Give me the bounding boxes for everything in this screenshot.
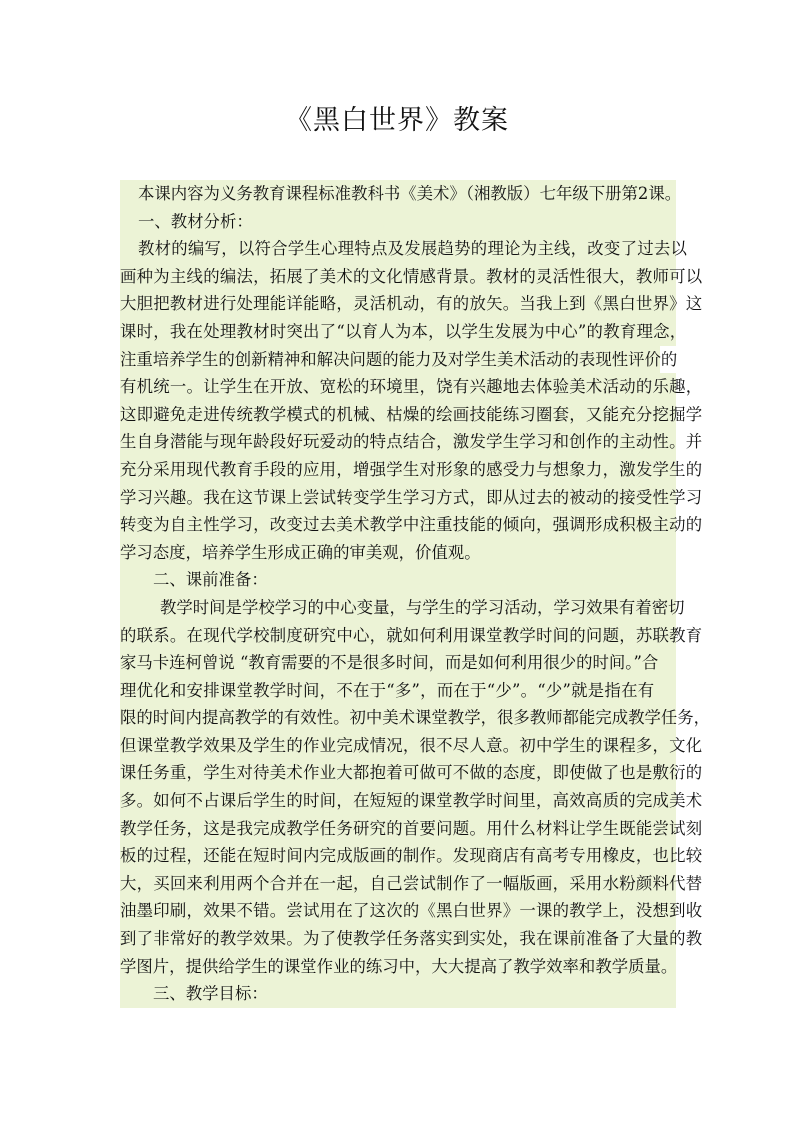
paragraph-line: 限的时间内提高教学的有效性。初中美术课堂教学，很多教师都能完成教学任务， [120, 704, 676, 732]
paragraph-line: 油墨印刷，效果不错。尝试用在了这次的《黑白世界》一课的教学上，没想到收 [120, 897, 676, 925]
paragraph-line: 家马卡连柯曾说 “教育需要的不是很多时间，而是如何利用很少的时间。”合 [120, 649, 676, 677]
paragraph-line: 课时，我在处理教材时突出了“以育人为本，以学生发展为中心”的教育理念， [120, 318, 676, 346]
paragraph-line: 学习态度，培养学生形成正确的审美观，价值观。 [120, 539, 676, 567]
paragraph-line: 学图片，提供给学生的课堂作业的练习中，大大提高了教学效率和教学质量。 [120, 953, 676, 981]
paragraph-line: 学习兴趣。我在这节课上尝试转变学生学习方式，即从过去的被动的接受性学习 [120, 484, 676, 512]
paragraph-line: 大胆把教材进行处理能详能略，灵活机动，有的放矢。当我上到《黑白世界》这 [120, 290, 676, 318]
paragraph-line: 教学任务，这是我完成教学任务研究的首要问题。用什么材料让学生既能尝试刻 [120, 815, 676, 843]
paragraph-line: 画种为主线的编法，拓展了美术的文化情感背景。教材的灵活性很大，教师可以 [120, 263, 676, 291]
paragraph-line: 注重培养学生的创新精神和解决问题的能力及对学生美术活动的表现性评价的 [120, 346, 660, 374]
paragraph-line: 有机统一。让学生在开放、宽松的环境里，饶有兴趣地去体验美术活动的乐趣， [120, 373, 676, 401]
document-body [120, 180, 711, 1008]
paragraph-line: 课任务重，学生对待美术作业大都抱着可做可不做的态度，即使做了也是敷衍的 [120, 759, 676, 787]
intro-paragraph: 本课内容为义务教育课程标准教科书《美术》（湘教版）七年级下册第2课。 [120, 180, 676, 208]
paragraph-line: 大，买回来利用两个合并在一起，自己尝试制作了一幅版画，采用水粉颜料代替 [120, 870, 676, 898]
paragraph-line: 到了非常好的教学效果。为了使教学任务落实到实处，我在课前准备了大量的教 [120, 925, 676, 953]
paragraph-line: 板的过程，还能在短时间内完成版画的制作。发现商店有高考专用橡皮，也比较 [120, 842, 676, 870]
paragraph-line: 充分采用现代教育手段的应用，增强学生对形象的感受力与想象力，激发学生的 [120, 456, 676, 484]
paragraph-line: 的联系。在现代学校制度研究中心，就如何利用课堂教学时间的问题，苏联教育 [120, 622, 676, 650]
paragraph-line: 教学时间是学校学习的中心变量，与学生的学习活动，学习效果有着密切 [120, 594, 676, 622]
paragraph-line: 理优化和安排课堂教学时间，不在于“多”，而在于“少”。“少”就是指在有 [120, 677, 676, 705]
paragraph-line: 多。如何不占课后学生的时间，在短短的课堂教学时间里，高效高质的完成美术 [120, 787, 676, 815]
paragraph-line: 但课堂教学效果及学生的作业完成情况，很不尽人意。初中学生的课程多，文化 [120, 732, 676, 760]
section-heading-preparation: 二、课前准备： [120, 566, 676, 594]
section-heading-teaching-objectives: 三、教学目标： [120, 980, 676, 1008]
section-heading-textbook-analysis: 一、教材分析： [120, 208, 676, 236]
paragraph-line: 这即避免走进传统教学模式的机械、枯燥的绘画技能练习圈套，又能充分挖掘学 [120, 401, 676, 429]
paragraph-line: 转变为自主性学习，改变过去美术教学中注重技能的倾向，强调形成积极主动的 [120, 511, 676, 539]
paragraph-line: 生自身潜能与现年龄段好玩爱动的特点结合，激发学生学习和创作的主动性。并 [120, 428, 676, 456]
document-title: 《黑白世界》教案 [285, 105, 509, 136]
paragraph-line: 教材的编写，以符合学生心理特点及发展趋势的理论为主线，改变了过去以 [120, 235, 676, 263]
